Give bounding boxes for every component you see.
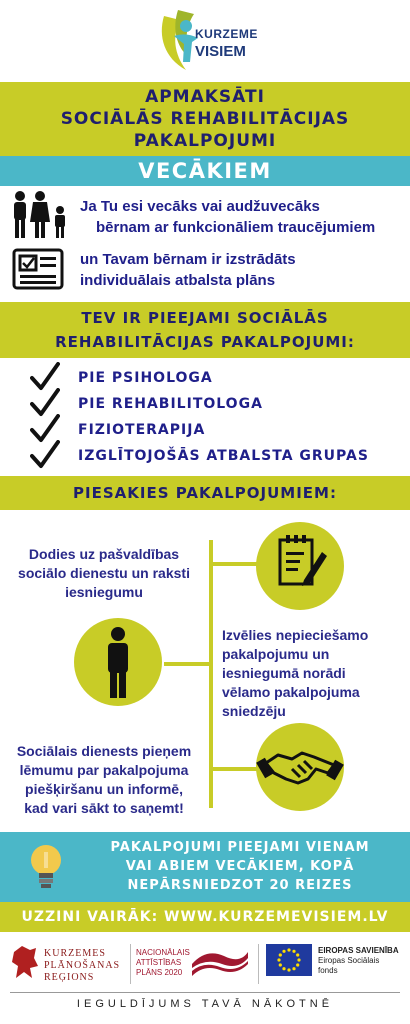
nap-text [136,948,190,978]
service-label: FIZIOTERAPIJA [78,422,206,438]
available-services-band [0,302,410,358]
condition-parent [80,196,410,238]
step-2-line: vēlamo pakalpojuma [222,684,360,700]
step-2-text [222,626,407,721]
logo-line-1: KURZEME [195,27,258,41]
step-1-text [4,545,204,602]
info-line: VAI ABIEM VECĀKIEM, KOPĀ [125,859,355,874]
service-item [30,418,410,444]
nap-line: PLĀNS 2020 [136,968,183,977]
kpr-line: REĢIONS [44,972,95,983]
info-line: PAKALPOJUMI PIEEJAMI VIENAM [110,840,370,855]
eu-title: EIROPAS SAVIENĪBA [318,946,399,955]
step-1-circle [256,522,344,610]
nap-line: NACIONĀLAIS [136,948,190,957]
logo-line-2: VISIEM [195,43,246,60]
available-heading-line-2: REHABILITĀCIJAS PAKALPOJUMI: [55,333,355,351]
condition-plan-line-1: un Tavam bērnam ir izstrādāts [80,251,296,268]
title-line-3: PAKALPOJUMI [133,131,277,151]
kpr-line: PLĀNOŠANAS [44,960,121,971]
step-1-line: sociālo dienestu un raksti [18,565,190,581]
info-line: NEPĀRSNIEDZOT 20 REIZES [127,878,353,893]
condition-plan [80,249,410,291]
title-line-2: SOCIĀLĀS REHABILITĀCIJAS [60,109,350,129]
checkmark-icon [30,440,60,470]
kpr-text [44,948,120,984]
document-pencil-icon [256,522,344,610]
service-label: PIE REHABILITOLOGA [78,396,263,412]
lightbulb-icon [18,838,74,894]
step-3-line: Sociālais dienests pieņem [16,743,192,759]
step-1-line: iesniegumu [65,584,143,600]
kpr-lion-logo [10,944,40,980]
step-3-line: piešķiršanu un informē, [25,781,183,797]
website-link[interactable]: UZZINI VAIRĀK: WWW.KURZEMEVISIEM.LV [21,909,389,925]
family-icon [10,190,74,240]
person-icon [74,618,162,706]
newspaper-icon [12,248,64,290]
eu-flag-icon [266,944,312,976]
step-3-line: kad vari sākt to saņemt! [24,800,184,816]
step-2-circle [74,618,162,706]
step-2-line: sniedzēju [222,703,286,719]
step-2-line: pakalpojumu un [222,646,330,662]
title-line-1: APMAKSĀTI [145,87,265,107]
more-info-band[interactable] [0,902,410,932]
handshake-icon [256,723,344,811]
eu-line: fonds [318,966,338,975]
title-band [0,82,410,158]
kpr-line: KURZEMES [44,948,106,959]
audience-band [0,156,410,186]
apply-heading: PIESAKIES PAKALPOJUMIEM: [73,484,337,502]
step-3-text [4,742,204,818]
audience-label: VECĀKIEM [138,159,272,183]
footer-divider [130,944,131,984]
eu-text [318,946,399,976]
timeline-connector [209,767,259,771]
step-2-line: Izvēlies nepieciešamo [222,627,369,643]
info-text [70,838,410,895]
condition-parent-line-1: Ja Tu esi vecāks vai audžuvecāks [80,198,320,215]
logo-text [195,26,258,60]
step-2-line: iesniegumā norādi [222,665,346,681]
service-item [30,366,410,392]
service-item [30,392,410,418]
timeline-connector [209,562,259,566]
step-1-line: Dodies uz pašvaldības [28,546,180,562]
apply-band [0,476,410,510]
available-heading-line-1: TEV IR PIEEJAMI SOCIĀLĀS [81,309,329,327]
eu-line: Eiropas Sociālais [318,956,380,965]
step-3-line: lēmumu par pakalpojuma [19,762,189,778]
step-3-circle [256,723,344,811]
condition-plan-line-2: individuālais atbalsta plāns [80,272,276,289]
footer-divider [258,944,259,984]
service-item [30,444,410,470]
condition-parent-line-2: bērnam ar funkcionāliem traucējumiem [96,219,376,236]
timeline-connector [164,662,212,666]
footer-divider-line [10,992,400,993]
nap-line: ATTĪSTĪBAS [136,958,182,967]
service-label: IZGLĪTOJOŠĀS ATBALSTA GRUPAS [78,448,369,464]
service-label: PIE PSIHOLOGA [78,370,213,386]
nap-logo [190,944,250,980]
footer-tagline: IEGULDĪJUMS TAVĀ NĀKOTNĒ [76,998,334,1010]
